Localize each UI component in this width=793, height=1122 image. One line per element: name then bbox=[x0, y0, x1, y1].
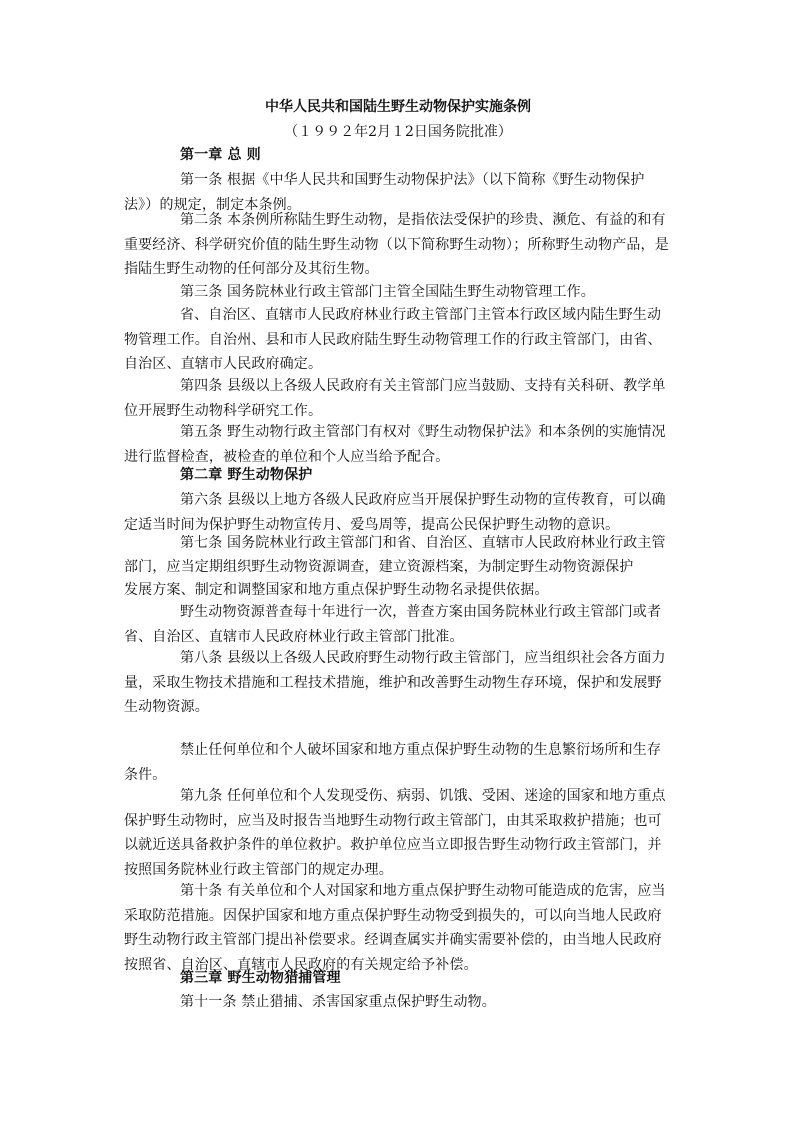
document-subtitle: （１９９２年2月１2日国务院批准） bbox=[284, 124, 512, 140]
article-7-paragraph-2: 野生动物资源普查每十年进行一次，普查方案由国务院林业行政主管部门或者省、自治区、直辖市人民政府林业行政主管部门批准。 bbox=[124, 604, 662, 645]
article-6: 第六条 县级以上地方各级人民政府应当开展保护野生动物的宣传教育，可以确定适当时间为保护野生动物宣传月、爱鸟周等，提高公民保护野生动物的意识。 bbox=[124, 492, 666, 533]
article-8: 第八条 县级以上各级人民政府野生动物行政主管部门，应当组织社会各方面力量，采取生物技术措施和工程技术措施，维护和改善野生动物生存环境，保护和发展野生动物资源。 bbox=[124, 650, 666, 716]
article-3: 第三条 国务院林业行政主管部门主管全国陆生野生动物管理工作。 bbox=[180, 284, 595, 300]
article-5: 第五条 野生动物行政主管部门有权对《野生动物保护法》和本条例的实施情况进行监督检查，被检查的单位和个人应当给予配合。 bbox=[124, 424, 666, 465]
article-7-line-2: 部门，应当定期组织野生动物资源调查，建立资源档案，为制定野生动物资源保护 bbox=[124, 559, 634, 575]
article-3-paragraph-2: 省、自治区、直辖市人民政府林业行政主管部门主管本行政区域内陆生野生动物管理工作。自治州、县和市人民政府陆生野生动物管理工作的行政主管部门，由省、自治区、直辖市人民政府确定。 bbox=[124, 307, 662, 373]
article-1: 第一条 根据《中华人民共和国野生动物保护法》（以下简称《野生动物保护法》）的规定，制定本条例。 bbox=[124, 172, 645, 213]
article-9: 第九条 任何单位和个人发现受伤、病弱、饥饿、受困、迷途的国家和地方重点保护野生动物时，应当及时报告当地野生动物行政主管部门，由其采取救护措施；也可以就近送具备救护条件的单位救护。救护单位应当立即报告野生动物行政主管部门，并按照国务院林业行政主管部门的规定办理。 bbox=[124, 788, 666, 878]
article-8-paragraph-2: 禁止任何单位和个人破坏国家和地方重点保护野生动物的生息繁衍场所和生存条件。 bbox=[124, 742, 662, 783]
article-2: 第二条 本条例所称陆生野生动物，是指依法受保护的珍贵、濒危、有益的和有重要经济、科学研究价值的陆生野生动物（以下简称野生动物）；所称野生动物产品，是指陆生野生动物的任何部分及其衍生物。 bbox=[124, 212, 669, 278]
chapter-heading-3: 第三章 野生动物猎捕管理 bbox=[180, 970, 341, 986]
article-7-line-1: 第七条 国务院林业行政主管部门和省、自治区、直辖市人民政府林业行政主管 bbox=[180, 535, 666, 551]
article-10: 第十条 有关单位和个人对国家和地方重点保护野生动物可能造成的危害，应当采取防范措施。因保护国家和地方重点保护野生动物受到损失的，可以向当地人民政府野生动物行政主管部门提出补偿要求。经调查属实并确实需要补偿的，由当地人民政府按照省、自治区、直辖市人民政府的有关规定给予补偿。 bbox=[124, 883, 666, 973]
article-11: 第十一条 禁止猎捕、杀害国家重点保护野生动物。 bbox=[180, 994, 496, 1010]
article-7-line-3: 发展方案、制定和调整国家和地方重点保护野生动物名录提供依据。 bbox=[124, 582, 549, 598]
chapter-heading-2: 第二章 野生动物保护 bbox=[180, 467, 313, 483]
article-4: 第四条 县级以上各级人民政府有关主管部门应当鼓励、支持有关科研、教学单位开展野生动物科学研究工作。 bbox=[124, 378, 666, 419]
document-title: 中华人民共和国陆生野生动物保护实施条例 bbox=[265, 99, 531, 115]
chapter-heading-1: 第一章 总 则 bbox=[180, 147, 261, 163]
